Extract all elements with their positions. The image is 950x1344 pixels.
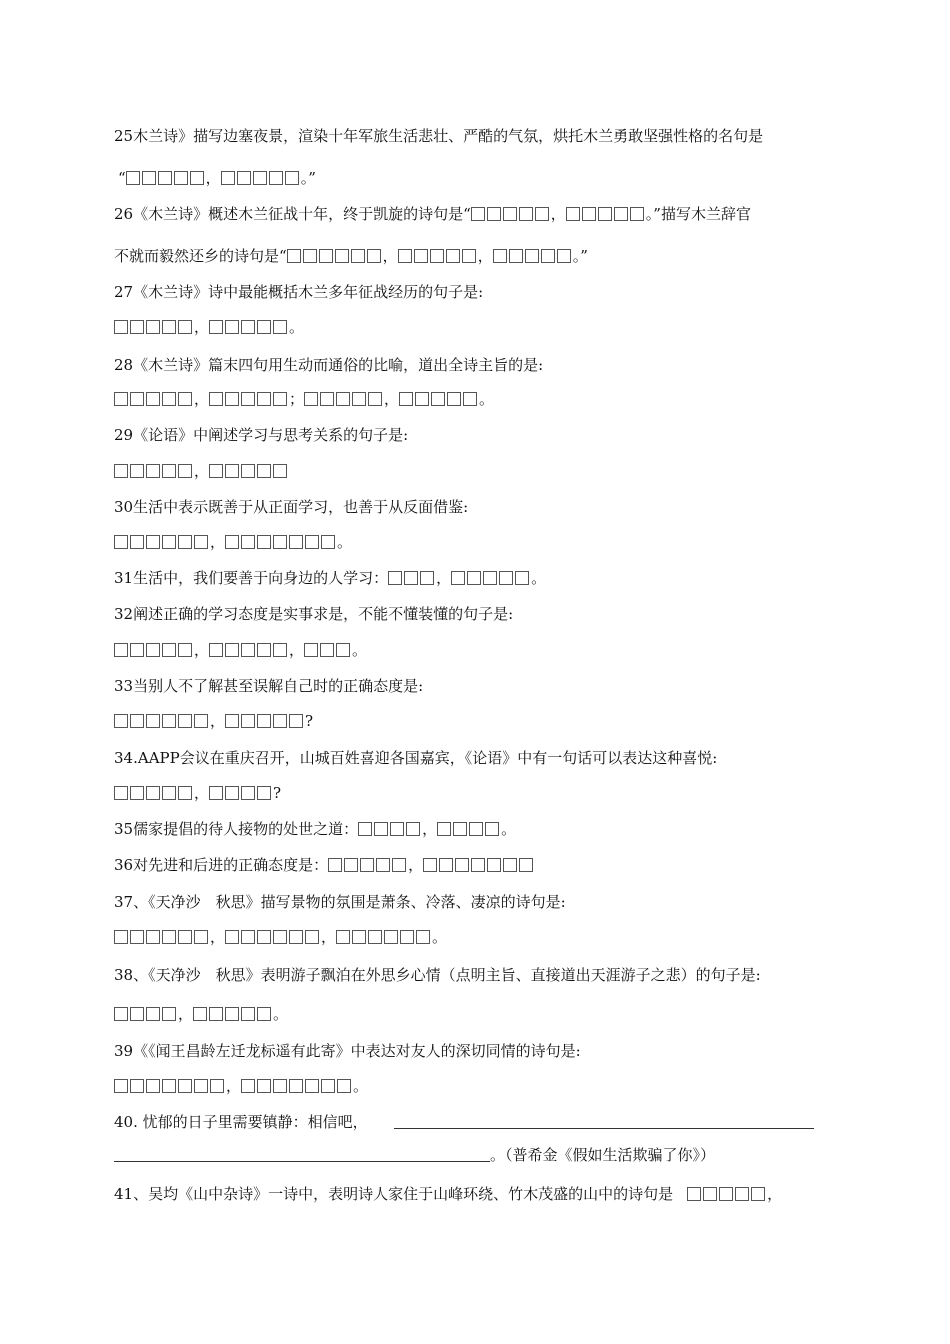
answer-box[interactable] xyxy=(305,1079,319,1093)
answer-box[interactable] xyxy=(503,207,517,221)
question-29: 29《论语》中阐述学习与思考关系的句子是: xyxy=(114,426,409,444)
answer-box[interactable] xyxy=(467,571,481,585)
answer-box[interactable] xyxy=(273,930,287,944)
answer-boxes[interactable] xyxy=(209,318,289,336)
answer-box[interactable] xyxy=(598,207,612,221)
answer-boxes[interactable] xyxy=(114,928,210,946)
answer-box[interactable] xyxy=(130,643,144,657)
answer-box[interactable] xyxy=(114,714,128,728)
answer-boxes[interactable] xyxy=(114,390,194,408)
answer-box[interactable] xyxy=(130,535,144,549)
answer-box[interactable] xyxy=(582,207,596,221)
fill-in-blank-line[interactable] xyxy=(394,1128,814,1129)
answer-box[interactable] xyxy=(289,714,303,728)
answer-box[interactable] xyxy=(130,392,144,406)
answer-box[interactable] xyxy=(225,392,239,406)
answer-box[interactable] xyxy=(114,786,128,800)
answer-box[interactable] xyxy=(437,822,451,836)
answer-32: ， ， 。 xyxy=(114,640,367,660)
answer-box[interactable] xyxy=(146,392,160,406)
answer-box[interactable] xyxy=(209,786,223,800)
answer-boxes[interactable] xyxy=(328,856,408,874)
answer-box[interactable] xyxy=(735,1187,749,1201)
answer-box[interactable] xyxy=(193,1007,207,1021)
answer-box[interactable] xyxy=(178,464,192,478)
answer-box[interactable] xyxy=(130,786,144,800)
answer-box[interactable] xyxy=(404,571,418,585)
answer-box[interactable] xyxy=(114,535,128,549)
answer-box[interactable] xyxy=(257,643,271,657)
answer-box[interactable] xyxy=(289,930,303,944)
answer-box[interactable] xyxy=(462,249,476,263)
answer-box[interactable] xyxy=(431,392,445,406)
answer-box[interactable] xyxy=(471,207,485,221)
answer-box[interactable] xyxy=(257,714,271,728)
answer-box[interactable] xyxy=(515,571,529,585)
answer-box[interactable] xyxy=(614,207,628,221)
answer-box[interactable] xyxy=(162,714,176,728)
answer-box[interactable] xyxy=(630,207,644,221)
answer-box[interactable] xyxy=(194,535,208,549)
answer-boxes[interactable] xyxy=(114,533,210,551)
answer-box[interactable] xyxy=(253,171,267,185)
answer-box[interactable] xyxy=(241,786,255,800)
answer-33: ， ? xyxy=(114,711,313,731)
answer-box[interactable] xyxy=(269,171,283,185)
answer-box[interactable] xyxy=(209,320,223,334)
answer-box[interactable] xyxy=(178,643,192,657)
answer-boxes[interactable] xyxy=(114,1005,178,1023)
answer-box[interactable] xyxy=(194,930,208,944)
answer-box[interactable] xyxy=(358,822,372,836)
answer-box[interactable] xyxy=(374,822,388,836)
answer-box[interactable] xyxy=(451,571,465,585)
answer-box[interactable] xyxy=(146,1007,160,1021)
answer-box[interactable] xyxy=(487,207,501,221)
answer-boxes[interactable] xyxy=(209,641,289,659)
answer-box[interactable] xyxy=(420,571,434,585)
answer-29: ， xyxy=(114,461,289,481)
answer-boxes[interactable] xyxy=(221,169,301,187)
fill-in-blank-line[interactable] xyxy=(114,1161,490,1162)
answer-box[interactable] xyxy=(257,930,271,944)
answer-box[interactable] xyxy=(273,320,287,334)
answer-box[interactable] xyxy=(485,822,499,836)
answer-box[interactable] xyxy=(305,930,319,944)
answer-box[interactable] xyxy=(257,786,271,800)
answer-box[interactable] xyxy=(335,249,349,263)
answer-box[interactable] xyxy=(257,392,271,406)
answer-boxes[interactable] xyxy=(114,712,210,730)
answer-boxes[interactable] xyxy=(437,820,501,838)
answer-box[interactable] xyxy=(703,1187,717,1201)
answer-box[interactable] xyxy=(146,643,160,657)
answer-box[interactable] xyxy=(162,320,176,334)
answer-box[interactable] xyxy=(225,714,239,728)
answer-box[interactable] xyxy=(406,822,420,836)
answer-box[interactable] xyxy=(194,1079,208,1093)
answer-box[interactable] xyxy=(447,392,461,406)
answer-box[interactable] xyxy=(225,464,239,478)
answer-box[interactable] xyxy=(178,786,192,800)
answer-box[interactable] xyxy=(237,171,251,185)
answer-box[interactable] xyxy=(114,930,128,944)
answer-box[interactable] xyxy=(126,171,140,185)
answer-box[interactable] xyxy=(130,1079,144,1093)
answer-box[interactable] xyxy=(114,320,128,334)
answer-box[interactable] xyxy=(225,643,239,657)
answer-box[interactable] xyxy=(453,822,467,836)
answer-box[interactable] xyxy=(162,786,176,800)
answer-box[interactable] xyxy=(303,249,317,263)
answer-box[interactable] xyxy=(130,320,144,334)
answer-box[interactable] xyxy=(178,930,192,944)
answer-box[interactable] xyxy=(178,392,192,406)
answer-box[interactable] xyxy=(416,930,430,944)
answer-box[interactable] xyxy=(509,249,523,263)
answer-box[interactable] xyxy=(225,786,239,800)
answer-box[interactable] xyxy=(499,571,513,585)
answer-boxes[interactable] xyxy=(225,712,305,730)
answer-box[interactable] xyxy=(336,643,350,657)
answer-box[interactable] xyxy=(344,858,358,872)
answer-box[interactable] xyxy=(142,171,156,185)
answer-box[interactable] xyxy=(503,858,517,872)
answer-box[interactable] xyxy=(390,822,404,836)
answer-box[interactable] xyxy=(146,535,160,549)
answer-box[interactable] xyxy=(257,1079,271,1093)
answer-box[interactable] xyxy=(399,392,413,406)
answer-box[interactable] xyxy=(114,392,128,406)
answer-box[interactable] xyxy=(351,249,365,263)
answer-box[interactable] xyxy=(190,171,204,185)
answer-boxes[interactable] xyxy=(336,928,432,946)
answer-box[interactable] xyxy=(257,464,271,478)
answer-box[interactable] xyxy=(566,207,580,221)
answer-boxes[interactable] xyxy=(241,1077,353,1095)
answer-box[interactable] xyxy=(483,571,497,585)
answer-box[interactable] xyxy=(541,249,555,263)
answer-box[interactable] xyxy=(273,1079,287,1093)
answer-box[interactable] xyxy=(388,571,402,585)
answer-box[interactable] xyxy=(289,1079,303,1093)
answer-boxes[interactable] xyxy=(471,205,551,223)
answer-box[interactable] xyxy=(471,858,485,872)
question-36: 36对先进和后进的正确态度是： ， xyxy=(114,855,535,875)
answer-box[interactable] xyxy=(289,535,303,549)
answer-30: ， 。 xyxy=(114,532,352,552)
answer-box[interactable] xyxy=(225,320,239,334)
answer-box[interactable] xyxy=(162,1007,176,1021)
answer-box[interactable] xyxy=(162,643,176,657)
answer-boxes[interactable] xyxy=(399,390,479,408)
answer-boxes[interactable] xyxy=(126,169,206,187)
answer-38: ， 。 xyxy=(114,1004,288,1024)
answer-box[interactable] xyxy=(360,858,374,872)
answer-box[interactable] xyxy=(320,392,334,406)
answer-box[interactable] xyxy=(336,392,350,406)
answer-box[interactable] xyxy=(557,249,571,263)
answer-boxes[interactable] xyxy=(225,928,321,946)
answer-box[interactable] xyxy=(273,643,287,657)
question-31: 31生活中，我们要善于向身边的人学习： ， 。 xyxy=(114,569,547,587)
question-27: 27《木兰诗》诗中最能概括木兰多年征战经历的句子是: xyxy=(114,283,484,301)
answer-box[interactable] xyxy=(319,249,333,263)
answer-box[interactable] xyxy=(415,392,429,406)
answer-box[interactable] xyxy=(162,930,176,944)
answer-box[interactable] xyxy=(535,207,549,221)
answer-boxes[interactable] xyxy=(114,1077,226,1095)
answer-box[interactable] xyxy=(463,392,477,406)
answer-boxes[interactable] xyxy=(193,1005,273,1023)
answer-box[interactable] xyxy=(751,1187,765,1201)
answer-box[interactable] xyxy=(241,1079,255,1093)
answer-box[interactable] xyxy=(273,392,287,406)
answer-box[interactable] xyxy=(241,320,255,334)
answer-box[interactable] xyxy=(423,858,437,872)
answer-box[interactable] xyxy=(178,535,192,549)
answer-box[interactable] xyxy=(257,1007,271,1021)
answer-box[interactable] xyxy=(304,643,318,657)
answer-box[interactable] xyxy=(130,930,144,944)
answer-27: ， 。 xyxy=(114,317,304,337)
answer-box[interactable] xyxy=(146,714,160,728)
answer-boxes[interactable] xyxy=(209,390,289,408)
answer-box[interactable] xyxy=(114,464,128,478)
question-39: 39《《闻王昌龄左迁龙标遥有此寄》中表达对友人的深切同情的诗句是: xyxy=(114,1042,581,1060)
answer-box[interactable] xyxy=(162,464,176,478)
answer-box[interactable] xyxy=(221,171,235,185)
answer-box[interactable] xyxy=(493,249,507,263)
answer-box[interactable] xyxy=(241,1007,255,1021)
answer-box[interactable] xyxy=(225,1007,239,1021)
answer-box[interactable] xyxy=(225,535,239,549)
answer-box[interactable] xyxy=(525,249,539,263)
answer-box[interactable] xyxy=(178,320,192,334)
answer-box[interactable] xyxy=(210,1079,224,1093)
answer-box[interactable] xyxy=(209,392,223,406)
answer-25: “ ， 。” xyxy=(118,169,316,187)
answer-34: ， ? xyxy=(114,783,281,803)
answer-box[interactable] xyxy=(455,858,469,872)
answer-box[interactable] xyxy=(304,392,318,406)
question-38: 38、《天净沙 秋思》表明游子飘泊在外思乡心情（点明主旨、直接道出天涯游子之悲）的句子是: xyxy=(114,966,761,984)
answer-box[interactable] xyxy=(241,392,255,406)
answer-box[interactable] xyxy=(337,1079,351,1093)
answer-box[interactable] xyxy=(368,930,382,944)
answer-boxes[interactable] xyxy=(287,247,383,265)
answer-box[interactable] xyxy=(241,464,255,478)
answer-28: ， ； ， 。 xyxy=(114,389,494,409)
answer-box[interactable] xyxy=(241,643,255,657)
answer-box[interactable] xyxy=(469,822,483,836)
answer-box[interactable] xyxy=(446,249,460,263)
question-26: 26《木兰诗》概述木兰征战十年，终于凯旋的诗句是“ ， 。”描写木兰辞官 xyxy=(114,205,751,223)
answer-box[interactable] xyxy=(241,714,255,728)
answer-box[interactable] xyxy=(194,714,208,728)
question-37: 37、《天净沙 秋思》描写景物的氛围是萧条、冷落、凄凉的诗句是: xyxy=(114,893,566,911)
question-32: 32阐述正确的学习态度是实事求是，不能不懂装懂的句子是: xyxy=(114,605,514,623)
answer-box[interactable] xyxy=(519,858,533,872)
answer-box[interactable] xyxy=(209,1007,223,1021)
answer-boxes[interactable] xyxy=(398,247,478,265)
answer-box[interactable] xyxy=(146,1079,160,1093)
answer-boxes[interactable] xyxy=(493,247,573,265)
answer-box[interactable] xyxy=(178,1079,192,1093)
question-30: 30生活中表示既善于从正面学习，也善于从反面借鉴: xyxy=(114,498,469,516)
answer-box[interactable] xyxy=(305,535,319,549)
answer-box[interactable] xyxy=(273,714,287,728)
answer-box[interactable] xyxy=(130,1007,144,1021)
answer-37: ， ， 。 xyxy=(114,927,447,947)
answer-box[interactable] xyxy=(368,392,382,406)
answer-box[interactable] xyxy=(174,171,188,185)
answer-box[interactable] xyxy=(321,535,335,549)
question-28: 28《木兰诗》篇末四句用生动而通俗的比喻，道出全诗主旨的是: xyxy=(114,356,544,374)
answer-box[interactable] xyxy=(719,1187,733,1201)
answer-box[interactable] xyxy=(414,249,428,263)
answer-boxes[interactable] xyxy=(566,205,646,223)
answer-boxes[interactable] xyxy=(114,318,194,336)
answer-box[interactable] xyxy=(519,207,533,221)
answer-box[interactable] xyxy=(130,464,144,478)
answer-box[interactable] xyxy=(257,320,271,334)
answer-box[interactable] xyxy=(321,1079,335,1093)
answer-box[interactable] xyxy=(209,643,223,657)
answer-box[interactable] xyxy=(146,464,160,478)
answer-box[interactable] xyxy=(352,930,366,944)
answer-box[interactable] xyxy=(376,858,390,872)
question-33: 33当别人不了解甚至误解自己时的正确态度是: xyxy=(114,677,424,695)
question-34: 34.AAPP会议在重庆召开，山城百姓喜迎各国嘉宾，《论语》中有一句话可以表达这种喜悦: xyxy=(114,749,718,767)
answer-boxes[interactable] xyxy=(358,820,422,838)
answer-box[interactable] xyxy=(285,171,299,185)
answer-boxes[interactable] xyxy=(451,569,531,587)
answer-box[interactable] xyxy=(146,320,160,334)
answer-39: ， 。 xyxy=(114,1076,368,1096)
answer-boxes[interactable] xyxy=(687,1185,767,1203)
answer-box[interactable] xyxy=(367,249,381,263)
answer-box[interactable] xyxy=(273,464,287,478)
question-35: 35儒家提倡的待人接物的处世之道： ， 。 xyxy=(114,820,517,838)
answer-box[interactable] xyxy=(400,930,414,944)
answer-box[interactable] xyxy=(336,930,350,944)
answer-boxes[interactable] xyxy=(114,641,194,659)
answer-boxes[interactable] xyxy=(114,784,194,802)
answer-box[interactable] xyxy=(209,464,223,478)
answer-box[interactable] xyxy=(687,1187,701,1201)
answer-box[interactable] xyxy=(328,858,342,872)
answer-box[interactable] xyxy=(130,714,144,728)
answer-box[interactable] xyxy=(384,930,398,944)
answer-box[interactable] xyxy=(162,1079,176,1093)
answer-box[interactable] xyxy=(430,249,444,263)
answer-box[interactable] xyxy=(320,643,334,657)
answer-boxes[interactable] xyxy=(423,856,535,874)
question-41: 41、吴均《山中杂诗》一诗中，表明诗人家住于山峰环绕、竹木茂盛的山中的诗句是 ， xyxy=(114,1185,783,1203)
answer-box[interactable] xyxy=(158,171,172,185)
answer-boxes[interactable] xyxy=(209,462,289,480)
answer-box[interactable] xyxy=(146,786,160,800)
answer-box[interactable] xyxy=(241,535,255,549)
answer-box[interactable] xyxy=(146,930,160,944)
answer-box[interactable] xyxy=(241,930,255,944)
answer-box[interactable] xyxy=(398,249,412,263)
question-40-cont: 。（普希金《假如生活欺骗了你》） xyxy=(114,1145,715,1165)
answer-box[interactable] xyxy=(487,858,501,872)
answer-boxes[interactable] xyxy=(114,462,194,480)
question-40: 40. 忧郁的日子里需要镇静：相信吧， xyxy=(114,1112,814,1132)
answer-box[interactable] xyxy=(114,1007,128,1021)
answer-box[interactable] xyxy=(352,392,366,406)
answer-box[interactable] xyxy=(257,535,271,549)
question-25: 25木兰诗》描写边塞夜景，渲染十年军旅生活悲壮、严酷的气氛，烘托木兰勇敢坚强性格的名句是 xyxy=(114,127,764,145)
answer-box[interactable] xyxy=(162,392,176,406)
answer-boxes[interactable] xyxy=(209,784,273,802)
answer-box[interactable] xyxy=(162,535,176,549)
answer-box[interactable] xyxy=(225,930,239,944)
answer-box[interactable] xyxy=(287,249,301,263)
answer-boxes[interactable] xyxy=(225,533,337,551)
answer-box[interactable] xyxy=(439,858,453,872)
answer-boxes[interactable] xyxy=(304,390,384,408)
question-26-cont: 不就而毅然还乡的诗句是“ ， ， 。” xyxy=(114,247,588,265)
answer-box[interactable] xyxy=(273,535,287,549)
answer-box[interactable] xyxy=(178,714,192,728)
answer-boxes[interactable] xyxy=(304,641,352,659)
answer-box[interactable] xyxy=(114,643,128,657)
answer-box[interactable] xyxy=(114,1079,128,1093)
answer-box[interactable] xyxy=(392,858,406,872)
answer-boxes[interactable] xyxy=(388,569,436,587)
